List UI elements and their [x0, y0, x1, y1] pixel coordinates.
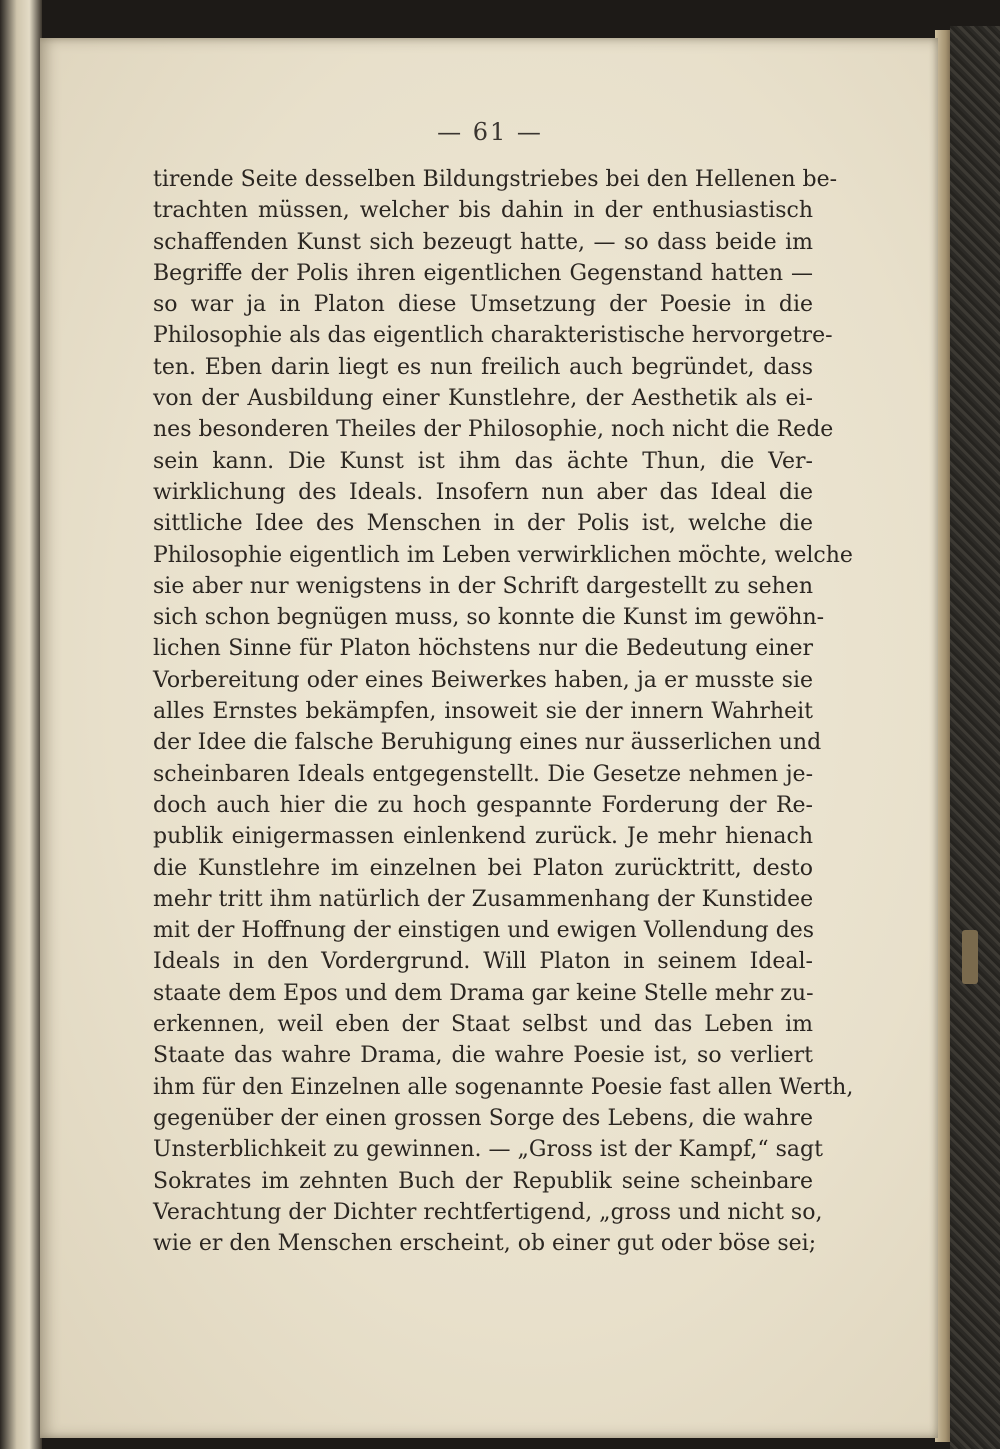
text-line: publik einigermassen einlenkend zurück. Je mehr hienach: [153, 824, 813, 850]
body-text: [153, 164, 854, 1259]
text-line: sittliche Idee des Menschen in der Polis ist, welche die: [153, 511, 813, 537]
text-line: Sokrates im zehnten Buch der Republik seine scheinbare: [153, 1168, 813, 1194]
text-line: ten. Eben darin liegt es nun freilich auch begründet, dass: [153, 354, 813, 380]
text-line: Unsterblichkeit zu gewinnen. — „Gross ist der Kampf,“ sagt: [153, 1137, 823, 1163]
text-line: so war ja in Platon diese Umsetzung der Poesie in die: [153, 292, 813, 318]
text-line: die Kunstlehre im einzelnen bei Platon zurücktritt, desto: [153, 855, 813, 881]
text-line: Philosophie als das eigentlich charakteristische hervorgetre-: [153, 323, 833, 349]
text-line: der Idee die falsche Beruhigung eines nur äusserlichen und: [153, 730, 822, 756]
text-line: sich schon begnügen muss, so konnte die Kunst im gewöhn-: [153, 605, 825, 631]
text-line: alles Ernstes bekämpfen, insoweit sie der innern Wahrheit: [153, 699, 813, 725]
page-number: — 61 —: [437, 118, 543, 146]
binding-clasp: [962, 930, 978, 984]
text-line: sein kann. Die Kunst ist ihm das ächte Thun, die Ver-: [153, 448, 813, 474]
text-line: staate dem Epos und dem Drama gar keine Stelle mehr zu-: [153, 980, 814, 1006]
text-line: trachten müssen, welcher bis dahin in der enthusiastisch: [153, 198, 813, 224]
text-line: Begriffe der Polis ihren eigentlichen Gegenstand hatten —: [153, 260, 813, 286]
text-line: wirklichung des Ideals. Insofern nun aber das Ideal die: [153, 479, 813, 505]
text-line: Staate das wahre Drama, die wahre Poesie ist, so verliert: [153, 1043, 813, 1069]
text-line: Philosophie eigentlich im Leben verwirklichen möchte, welche: [153, 542, 853, 568]
text-line: schaffenden Kunst sich bezeugt hatte, — so dass beide im: [153, 229, 813, 255]
text-line: mit der Hoffnung der einstigen und ewigen Vollendung des: [153, 918, 815, 944]
text-line: nes besonderen Theiles der Philosophie, noch nicht die Rede: [153, 417, 834, 443]
text-line: sie aber nur wenigstens in der Schrift dargestellt zu sehen: [153, 573, 813, 599]
text-line: doch auch hier die zu hoch gespannte Forderung der Re-: [153, 792, 813, 818]
text-line: tirende Seite desselben Bildungstriebes bei den Hellenen be-: [153, 167, 838, 192]
text-line: wie er den Menschen erscheint, ob einer gut oder böse sei;: [153, 1231, 817, 1257]
text-line: mehr tritt ihm natürlich der Zusammenhang der Kunstidee: [153, 886, 814, 912]
text-line: Verachtung der Dichter rechtfertigend, „gross und nicht so,: [153, 1199, 823, 1225]
text-line: Vorbereitung oder eines Beiwerkes haben, ja er musste sie: [153, 667, 813, 693]
text-line: ihm für den Einzelnen alle sogenannte Poesie fast allen Werth,: [153, 1074, 854, 1100]
text-line: erkennen, weil eben der Staat selbst und das Leben im: [153, 1012, 813, 1038]
text-line: von der Ausbildung einer Kunstlehre, der Aesthetik als ei-: [153, 386, 813, 412]
text-line: Ideals in den Vordergrund. Will Platon in seinem Ideal-: [153, 949, 813, 975]
text-line: scheinbaren Ideals entgegenstellt. Die Gesetze nehmen je-: [153, 761, 813, 787]
book-binding: [950, 26, 1000, 1449]
left-page-edge: [0, 0, 42, 1449]
text-line: gegenüber der einen grossen Sorge des Lebens, die wahre: [153, 1105, 813, 1131]
text-line: lichen Sinne für Platon höchstens nur die Bedeutung einer: [153, 636, 813, 662]
